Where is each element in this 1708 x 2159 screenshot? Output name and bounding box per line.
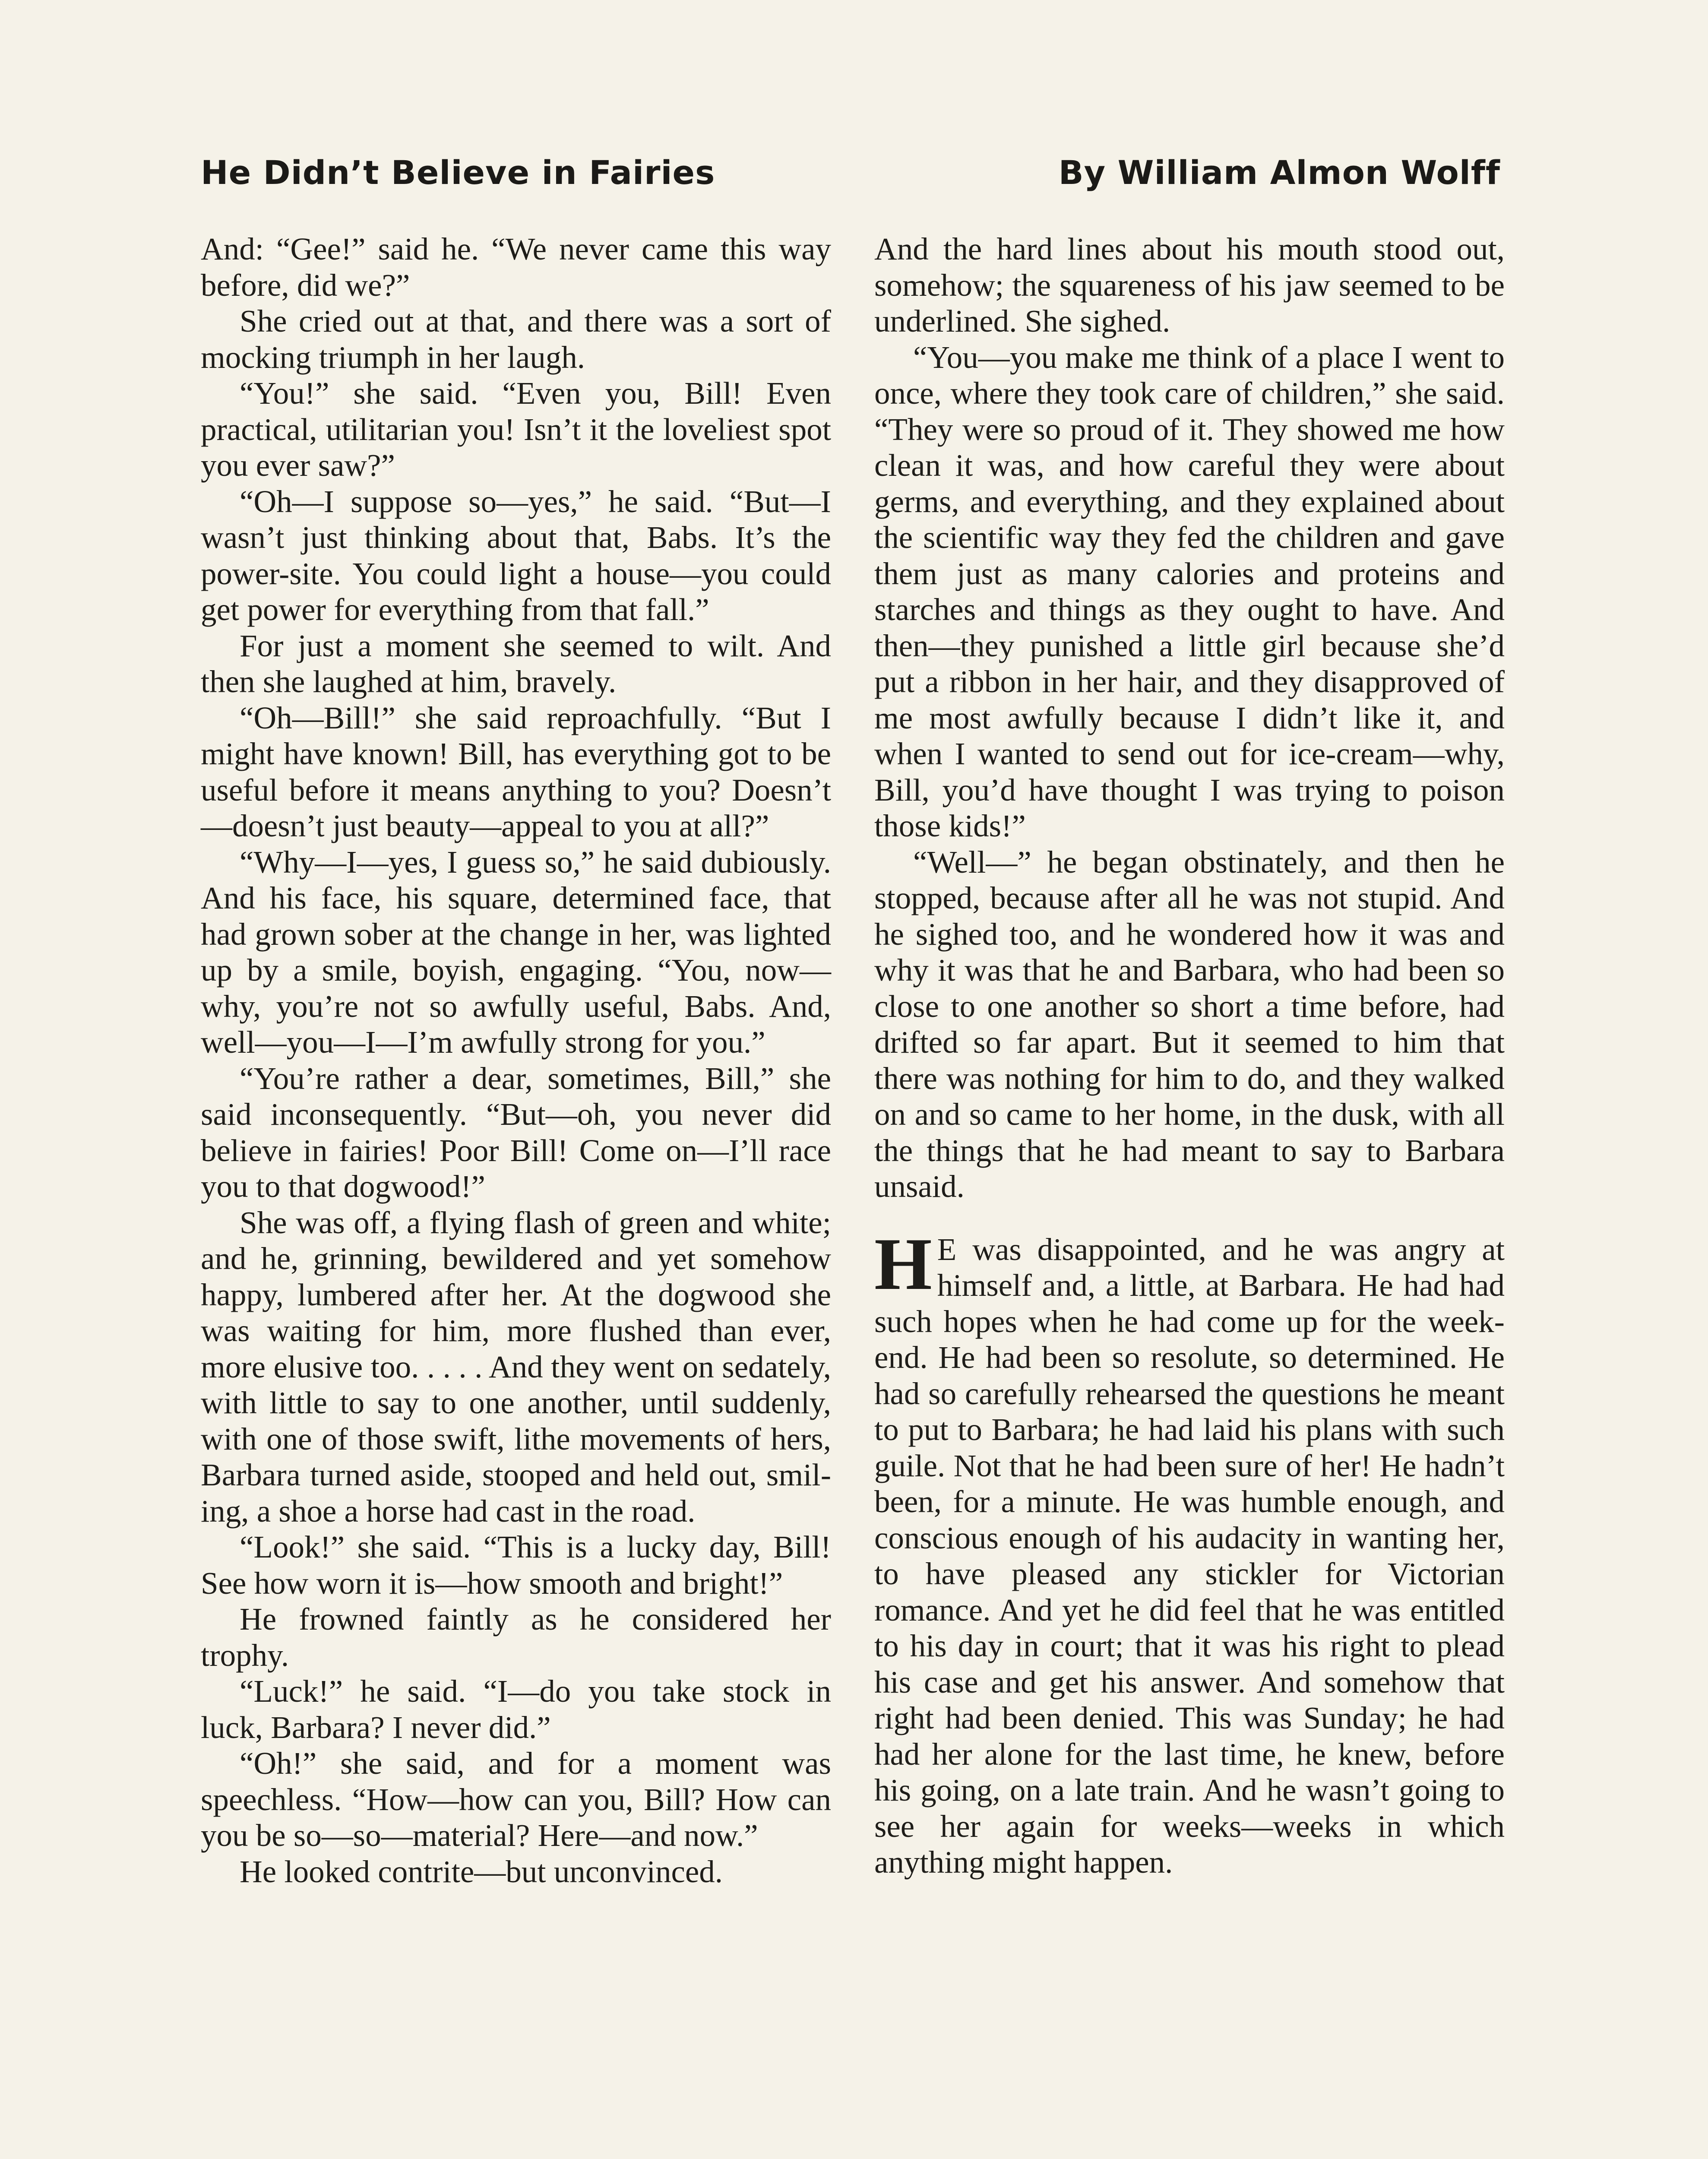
running-header [201,142,1500,203]
paragraph: “Oh—I suppose so—yes,” he said. “But—I wasn’t just thinking about that, Babs. It’s the power-site. You could light a house—you could get power for everything from that fall.” [201,484,831,627]
paragraph: And the hard lines about his mouth stood out, somehow; the squareness of his jaw seemed to be underlined. She sighed. [874,231,1505,339]
paragraph: For just a moment she seemed to wilt. And then she laughed at him, bravely. [201,628,831,699]
paragraph: “Look!” she said. “This is a lucky day, Bill! See how worn it is—how smooth and bright!” [201,1529,831,1601]
paragraph: She was off, a flying flash of green and white; and he, grinning, bewildered and yet somehow happy, lumbered after her. At the dogwood she was waiting for him, more flushed than ever, more elusive too. . . . . And they went on sedately, with little to say to one another, until suddenly, with one of those swift, lithe movements of hers, Barbara turned aside, stooped and held out, smiling, a shoe a horse had cast in the road. [201,1205,831,1529]
paragraph: “You’re rather a dear, sometimes, Bill,” she said inconsequently. “But—oh, you never did believe in fairies! Poor Bill! Come on—I’ll race you to that dogwood!” [201,1061,831,1204]
paragraph: “Why—I—yes, I guess so,” he said dubiously. And his face, his square, determined face, that had grown sober at the change in her, was lighted up by a smile, boyish, engaging. “You, now—why, you’re not so awfully useful, Babs. And, well—you—I—I’m awfully strong for you.” [201,844,831,1060]
paragraph: “You—you make me think of a place I went to once, where they took care of children,” she said. “They were so proud of it. They showed me how clean it was, and how careful they were about germs, and everything, and they explained about the scientific way they fed the children and gave them just as many calories and proteins and starches and things as they ought to have. And then—they punished a little girl because she’d put a ribbon in her hair, and they disapproved of me most awfully because I didn’t like it, and when I wanted to send out for ice-cream—why, Bill, you’d have thought I was trying to poison those kids!” [874,339,1505,843]
paragraph: “Luck!” he said. “I—do you take stock in luck, Barbara? I never did.” [201,1674,831,1745]
drop-cap: H [874,1223,932,1305]
paragraph: “Well—” he began obstinately, and then he stopped, because after all he was not stupid. And he sighed too, and he wondered how it was and why it was that he and Barbara, who had been so close to one another so short a time before, had drifted so far apart. But it seemed to him that there was nothing for him to do, and they walked on and so came to her home, in the dusk, with all the things that he had meant to say to Barbara unsaid. [874,844,1505,1204]
paragraph: He looked contrite—but unconvinced. [240,1854,723,1889]
paragraph: He frowned faintly as he considered her trophy. [201,1602,831,1673]
section-text: E was disappointed, and he was angry at himself and, a little, at Barbara. He had had such hopes when he had come up for the week-end. He had been so resolute, so determined. He had so carefully rehearsed the questions he meant to put to Barbara; he had laid his plans with such guile. Not that he had been sure of her! He hadn’t been, for a minute. He was humble enough, and conscious enough of his audacity in wanting her, to have pleased any stickler for Victorian romance. And yet he did feel that he was entitled to his day in court; that it was his right to plead his case and get his answer. And somehow that right had been denied. This was Sunday; he had had her alone for the last time, he knew, before his going, on a late train. And he wasn’t going to see her again for weeks—weeks in which anything might happen. [874,1231,1505,1880]
author-byline: By William Almon Wolff [1058,153,1500,192]
paragraph: And: “Gee!” said he. “We never came this way before, did we?” [201,231,831,303]
section-paragraph [874,1223,1505,1880]
right-text-column [874,231,1505,1880]
left-text-column [201,231,831,1890]
paragraph: She cried out at that, and there was a sort of mocking triumph in her laugh. [201,304,831,375]
paragraph: “Oh—Bill!” she said reproachfully. “But I might have known! Bill, has everything got to be useful before it means anything to you? Doesn’t—doesn’t just beauty—appeal to you at all?” [201,700,831,843]
story-title: He Didn’t Believe in Fairies [201,153,715,192]
paragraph: “Oh!” she said, and for a moment was speechless. “How—how can you, Bill? How can you be so—so—material? Here—and now.” [201,1746,831,1853]
paragraph: “You!” she said. “Even you, Bill! Even practical, utilitarian you! Isn’t it the loveliest spot you ever saw?” [201,376,831,483]
